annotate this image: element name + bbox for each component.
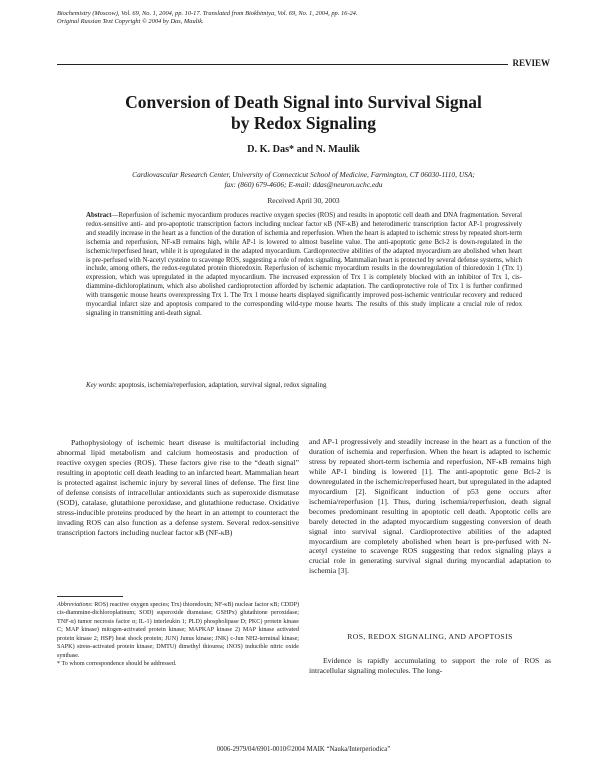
keywords-text: : apoptosis, ischemia/reperfusion, adaptation, survival signal, redox signaling	[114, 382, 327, 389]
section-heading: ROS, REDOX SIGNALING, AND APOPTOSIS	[347, 632, 513, 641]
footnote-rule	[57, 596, 123, 597]
journal-citation	[57, 10, 557, 26]
affiliation-line-1: Cardiovascular Research Center, University of Connecticut School of Medicine, Farmington, CT 06030-1110, USA;	[132, 170, 475, 179]
title-line-2: by Redox Signaling	[231, 113, 376, 133]
correspondence-note: * To whom correspondence should be addressed.	[57, 661, 177, 668]
section-label	[0, 58, 550, 68]
keywords	[86, 382, 522, 391]
abstract	[86, 212, 522, 319]
intro-paragraph: Pathophysiology of ischemic heart disease is multifactorial including abnormal lipid metabolism and calcium homeostasis and production of reactive oxygen species (ROS). These factors give rise to the “death signal” resulting in apoptotic cell death leading to an infarcted heart. Mammalian heart is protected against ischemic injury by several lines of defense. The first line of defense consists of intracellular antioxidants such as superoxide dismutase (SOD), catalase, glutathione peroxidase, and glutathione reductase. Oxidative stress-inducible proteins produced by the heart in an attempt to counteract the invading ROS can also function as a defense system. Several redox-sensitive transcription factors including nuclear factor κB (NF-κB)	[57, 438, 299, 537]
affiliation-line-2: fax: (860) 679-4606; E-mail: ddas@neuron.uchc.edu	[224, 179, 383, 189]
section-paragraph-text: Evidence is rapidly accumulating to support the role of ROS as intracellular signaling molecules. The long-	[309, 656, 551, 675]
intro-continuation: and AP-1 progressively and steadily increase in the heart as a function of the duration of ischemia and reperfusion. When the heart is adapted to ischemic stress by repeated short-term ischemia and reperfusion, NF-κB remains high while AP-1 binding is lowered [1]. The anti-apoptotic gene Bcl-2 is downregulated in the ischemic/reperfused heart, but upregulated in the adapted myocardium [2]. Significant induction of p53 gene occurs after ischemia/reperfusion [1]. Thus, during ischemia/reperfusion, death signal becomes predominant resulting in apoptotic cell death. Apoptotic cells are barely detected in the adapted myocardium suggesting conversion of death signal into survival signal. Cardioprotective abilities of the adapted myocardium are completely abolished when heart is pre-perfused with N-acetyl cysteine to scavenge ROS suggesting that redox signaling plays a crucial role in generating survival signal during myocardial adaptation to ischemia [3].	[309, 437, 551, 576]
journal-line-1: Biochemistry (Moscow), Vol. 69, No. 1, 2004, pp. 10-17. Translated from Biokhimiya, Vol. 69, No. 1, 2004, pp. 16-24.	[57, 10, 358, 17]
abbreviations-note	[57, 601, 299, 660]
footnotes	[57, 601, 299, 669]
keywords-label: Key words	[86, 382, 115, 389]
paper-title	[57, 92, 550, 134]
section-paragraph	[309, 656, 551, 676]
page-footer: 0006-2979/04/6901-0010©2004 MAIK “Nauka/Interperiodica”	[216, 746, 391, 753]
title-line-1: Conversion of Death Signal into Survival Signal	[125, 92, 482, 112]
body-column-left	[57, 438, 299, 538]
abstract-label: Abstract	[86, 212, 112, 219]
journal-line-2: Original Russian Text Copyright © 2004 by Das, Maulik.	[57, 18, 204, 26]
abstract-text: —Reperfusion of ischemic myocardium produces reactive oxygen species (ROS) and results in apoptotic cell death and DNA fragmentation. Several redox-sensitive anti- and pro-apoptotic transcription factors including nuclear factor κB (NF-κB) and heterodimeric transcription factor AP-1 progressively and steadily increase in the heart as a function of the duration of ischemia and reperfusion. When the heart is adapted to ischemic stress by repeated short-term ischemia and reperfusion, NF-κB remains high, while AP-1 is lowered to almost baseline value. The anti-apoptotic gene Bcl-2 is down-regulated in the ischemic/reperfused heart, while it is upregulated in the adapted myocardium. Cardioprotective abilities of the adapted myocardium are abolished when heart is pre-perfused with N-acetyl cysteine to scavenge ROS, suggesting a role of redox signaling. Mammalian heart is protected by several defense systems, which include, among others, the redox-regulated protein thioredoxin. Reperfusion of ischemic myocardium results in the downregulation of thioredoxin 1 (Trx 1) expression, which was upregulated in the adapted myocardium. The increased expression of Trx 1 is completely blocked with an inhibitor of Trx 1, cis-diammine-dichloroplatinum, which also abolished cardioprotection afforded by ischemic adaptation. The cardioprotective role of Trx 1 is further confirmed with transgenic mouse hearts overexpressing Trx 1. The Trx 1 mouse hearts displayed significantly improved post-ischemic ventricular recovery and reduced myocardial infarct size and apoptosis compared to the corresponding wild-type mouse hearts. The results of this study implicate a crucial role of redox signaling in transmitting anti-death signal.	[86, 212, 522, 317]
received-date: Received April 30, 2003	[267, 196, 340, 205]
abbreviations-text: : ROS) reactive oxygen species; Trx) thioredoxin; NF-κB) nuclear factor κB; CDDP) cis-diammine-dichloroplatinum; SOD) superoxide dismutase; GSHPx) glutathione peroxidase; TNF-α) tumor necrosis factor α; IL-1) interleukin 1; PLD) phospholipase D; PKC) protein kinase C; MAP kinase) mitogen-activated protein kinase; MAPKAP kinase 2) MAP kinase activated protein kinase 2; HSP) heat shock protein; JUN) Junus kinase; JNK) c-Jun NH2-terminal kinase; SAPK) stress-activated protein kinase; DMTU) dimethyl thiourea; iNOS) inducible nitric oxide synthase.	[57, 602, 299, 659]
affiliation	[80, 170, 527, 189]
authors: D. K. Das* and N. Maulik	[247, 144, 360, 155]
abbreviations-label: Abbreviations	[57, 602, 91, 608]
section-label-text: REVIEW	[508, 58, 550, 68]
body-column-right	[309, 437, 551, 576]
